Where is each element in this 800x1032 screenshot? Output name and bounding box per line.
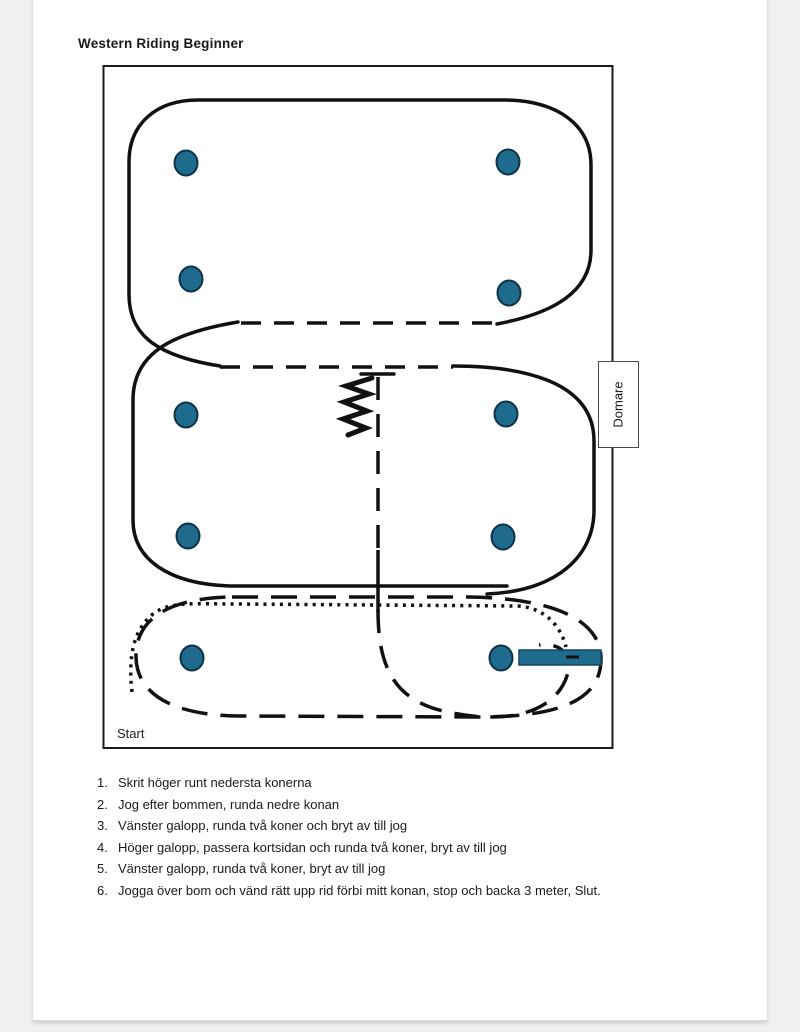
instruction-number: 1. [97,775,108,790]
instruction-list [97,772,601,901]
instruction-number: 4. [97,839,108,855]
instruction-number: 6. [97,882,108,898]
judge-label: Domare [611,381,626,428]
cone-marker [490,646,513,671]
instruction-text: Vänster galopp, runda två koner, bryt av till jog [118,861,386,876]
instruction-text: Jogga över bom och vänd rätt upp rid förbi mitt konan, stop och backa 3 meter, Slut. [118,882,601,898]
page-title: Western Riding Beginner [78,36,244,51]
instruction-text: Skrit höger runt nedersta konerna [118,775,312,790]
cone-marker [175,403,198,428]
instruction-number: 3. [97,818,108,833]
instruction-item [97,772,601,794]
cone-marker [492,525,515,550]
start-label: Start [117,726,145,741]
instruction-item [97,815,601,837]
instruction-item [97,880,601,902]
cone-marker [180,267,203,292]
cone-marker [495,402,518,427]
instruction-item [97,837,601,859]
pole-bom [519,650,601,665]
judge-box [598,361,639,448]
pole-layer [519,650,601,665]
instruction-text: Jog efter bommen, runda nedre konan [118,796,340,812]
instruction-number: 2. [97,796,108,812]
instruction-item [97,858,601,880]
instruction-text: Höger galopp, passera kortsidan och runda två koner, bryt av till jog [118,839,507,855]
cone-marker [498,281,521,306]
instruction-number: 5. [97,861,108,876]
cone-marker [175,151,198,176]
instruction-item [97,794,601,816]
cone-marker [497,150,520,175]
cone-marker [177,524,200,549]
instruction-text: Vänster galopp, runda två koner och bryt av till jog [118,818,408,833]
cone-marker [181,646,204,671]
